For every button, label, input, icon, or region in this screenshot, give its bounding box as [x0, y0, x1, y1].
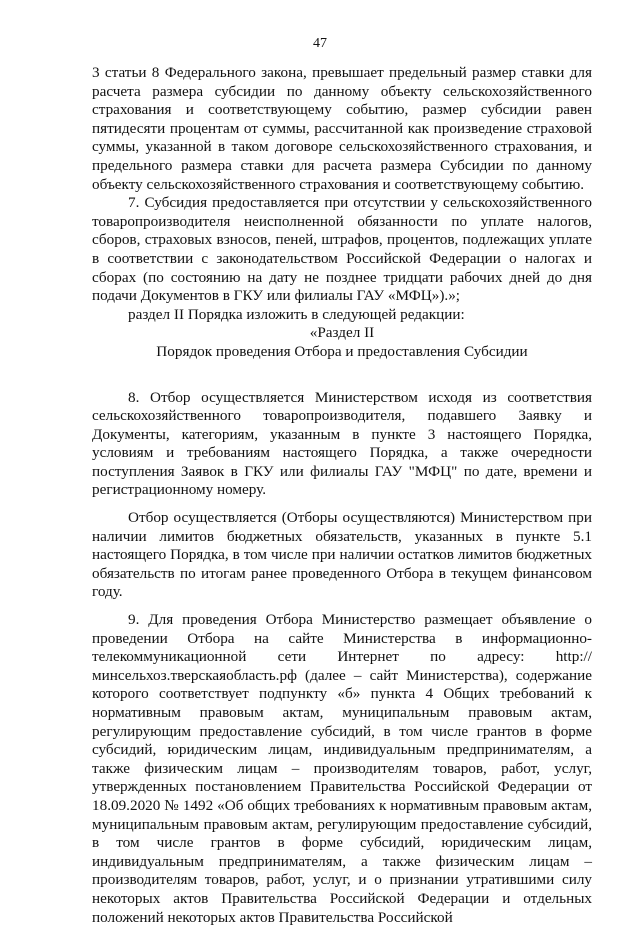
- document-body: [92, 64, 592, 927]
- paragraph-amendment-intro: раздел II Порядка изложить в следующей редакции:: [128, 305, 465, 323]
- paragraph-continuation: 3 статьи 8 Федерального закона, превышает предельный размер ставки для расчета размера субсидии по данному объекту сельскохозяйственного страхования и соответствующему событию, размер субсидии равен пятидесяти процентам от суммы, рассчитанной как произведение страховой суммы, указанной в таком договоре сельскохозяйственного страхования, и предельного размера ставки для расчета размера Субсидии по данному объекту сельскохозяйственного страхования и соответствующему событию.: [92, 64, 592, 193]
- section-title: Порядок проведения Отбора и предоставления Субсидии: [156, 342, 528, 360]
- page-number: 47: [313, 36, 327, 51]
- paragraph-selection-funding: Отбор осуществляется (Отборы осуществляются) Министерством при наличии лимитов бюджетных обязательств, указанных в пункте 5.1 настоящего Порядка, в том числе при наличии остатков лимитов бюджетных обязательств по итогам ранее проведенного Отбора в текущем финансовом году.: [92, 509, 592, 601]
- section-heading: «Раздел II: [309, 324, 375, 342]
- paragraph-item-8: 8. Отбор осуществляется Министерством исходя из соответствия сельскохозяйственного товаропроизводителя, подавшего Заявку и Документы, категориям, указанным в пункте 3 настоящего Порядка, условиям и требованиям настоящего Порядка, а также очередности поступления Заявок в ГКУ или филиалы ГАУ "МФЦ" по дате, времени и регистрационному номеру.: [92, 388, 592, 499]
- paragraph-item-9: 9. Для проведения Отбора Министерство размещает объявление о проведении Отбора на сайте Министерства в информационно-телекоммуникационной сети Интернет по адресу: http://минсельхоз.тверскаяобласть.рф (далее – сайт Министерства), содержание которого соответствует подпункту «б» пункта 4 Общих требований к нормативным правовым актам, муниципальным правовым актам, регулирующим предоставление субсидий, в том числе грантов в форме субсидий, юридическим лицам, индивидуальным предпринимателям, а также физическим лицам – производителям товаров, работ, услуг, утвержденных постановлением Правительства Российской Федерации от 18.09.2020 № 1492 «Об общих требованиях к нормативным правовым актам, муниципальным правовым актам, регулирующим предоставление субсидий, в том числе грантов в форме субсидий, юридическим лицам, индивидуальным предпринимателям, а также физическим лицам – производителям товаров, работ, услуг, и о признании утратившими силу некоторых актов Правительства Российской Федерации и отдельных положений некоторых актов Правительства Российской: [92, 611, 592, 926]
- paragraph-item-7: 7. Субсидия предоставляется при отсутствии у сельскохозяйственного товаропроизводителя неисполненной обязанности по уплате налогов, сборов, страховых взносов, пеней, штрафов, процентов, подлежащих уплате в соответствии с законодательством Российской Федерации о налогах и сборах (по состоянию на дату не позднее тридцати рабочих дней до дня подачи Документов в ГКУ или филиалы ГАУ «МФЦ»).»;: [92, 194, 592, 305]
